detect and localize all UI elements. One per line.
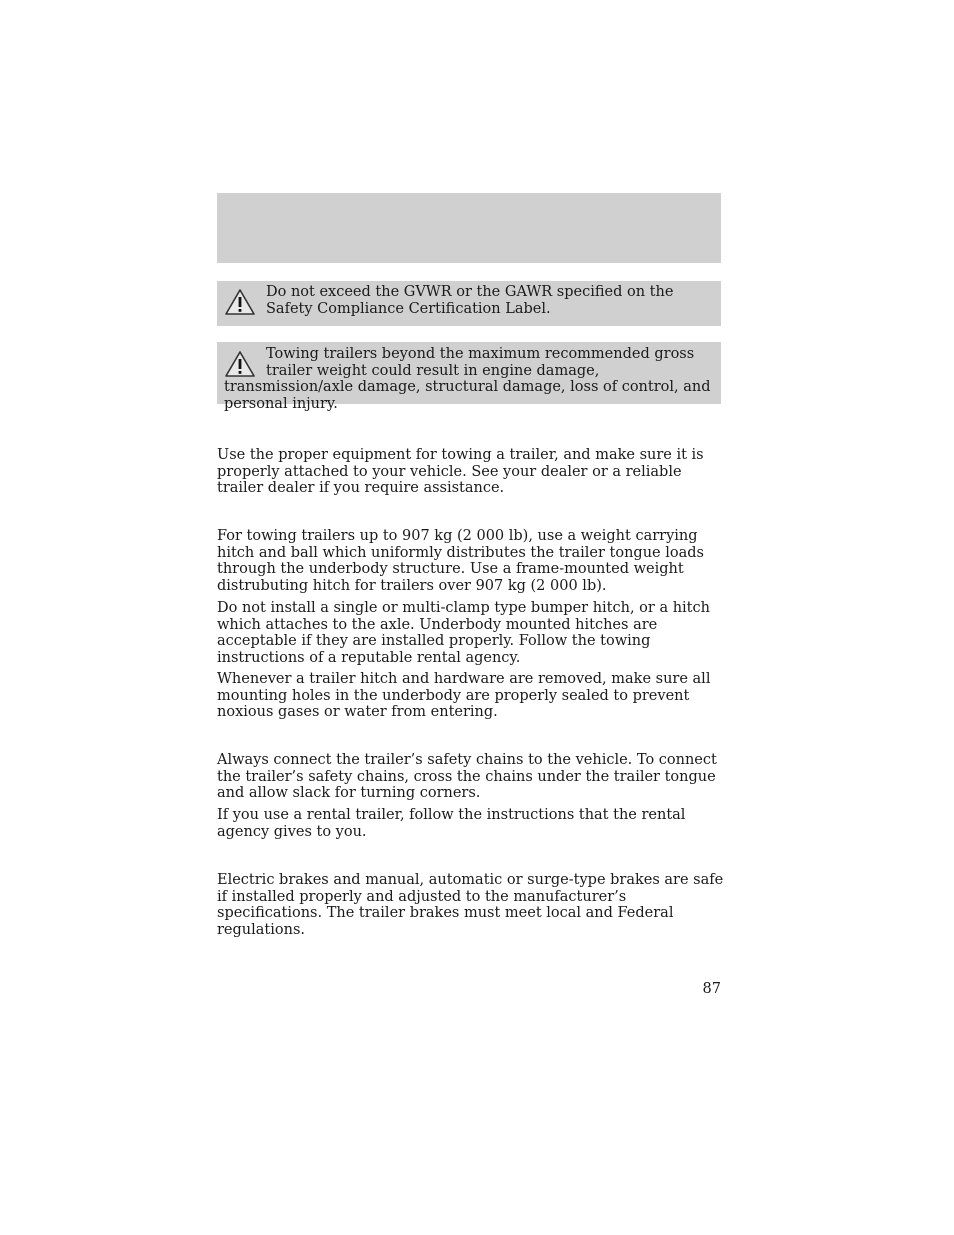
paragraph-trailer-brakes: Electric brakes and manual, automatic or surge-type brakes are safe if installed properly and adjusted to the manufacturer’s specifications. The trailer brakes must meet local and Federal regulations. <box>217 872 724 938</box>
paragraph-safety-chains: Always connect the trailer’s safety chains to the vehicle. To connect the trailer’s safety chains, cross the chains under the trailer tongue and allow slack for turning corners. <box>217 752 717 801</box>
paragraph-weight-carrying-hitch: For towing trailers up to 907 kg (2 000 lb), use a weight carrying hitch and ball which uniformly distributes the trailer tongue loads through the underbody structure. Use a frame-mounted weight distrubuting hitch for trailers over 907 kg (2 000 lb). <box>217 528 704 594</box>
page-number: 87 <box>702 981 721 997</box>
warning-text: Do not exceed the GVWR or the GAWR specified on the Safety Compliance Certification Label. <box>266 284 674 317</box>
paragraph-bumper-hitch: Do not install a single or multi-clamp type bumper hitch, or a hitch which attaches to the axle. Underbody mounted hitches are acceptable if they are installed properly. Follow the towing instructions of a reputable rental agency. <box>217 600 710 666</box>
section-header-band <box>217 193 721 263</box>
warning-box-trailer-weight <box>217 342 721 413</box>
warning-triangle-icon <box>224 350 256 378</box>
paragraph-hitch-removal: Whenever a trailer hitch and hardware are removed, make sure all mounting holes in the underbody are properly sealed to prevent noxious gases or water from entering. <box>217 671 711 720</box>
warning-text: Towing trailers beyond the maximum recommended gross trailer weight could result in engine damage, transmission/axle damage, structural damage, loss of control, and personal injury. <box>224 346 711 413</box>
paragraph-rental-trailer: If you use a rental trailer, follow the instructions that the rental agency gives to you. <box>217 807 686 840</box>
warning-box-gvwr <box>217 281 721 326</box>
warning-triangle-icon <box>224 288 256 316</box>
paragraph-proper-equipment: Use the proper equipment for towing a trailer, and make sure it is properly attached to your vehicle. See your dealer or a reliable trailer dealer if you require assistance. <box>217 447 704 496</box>
